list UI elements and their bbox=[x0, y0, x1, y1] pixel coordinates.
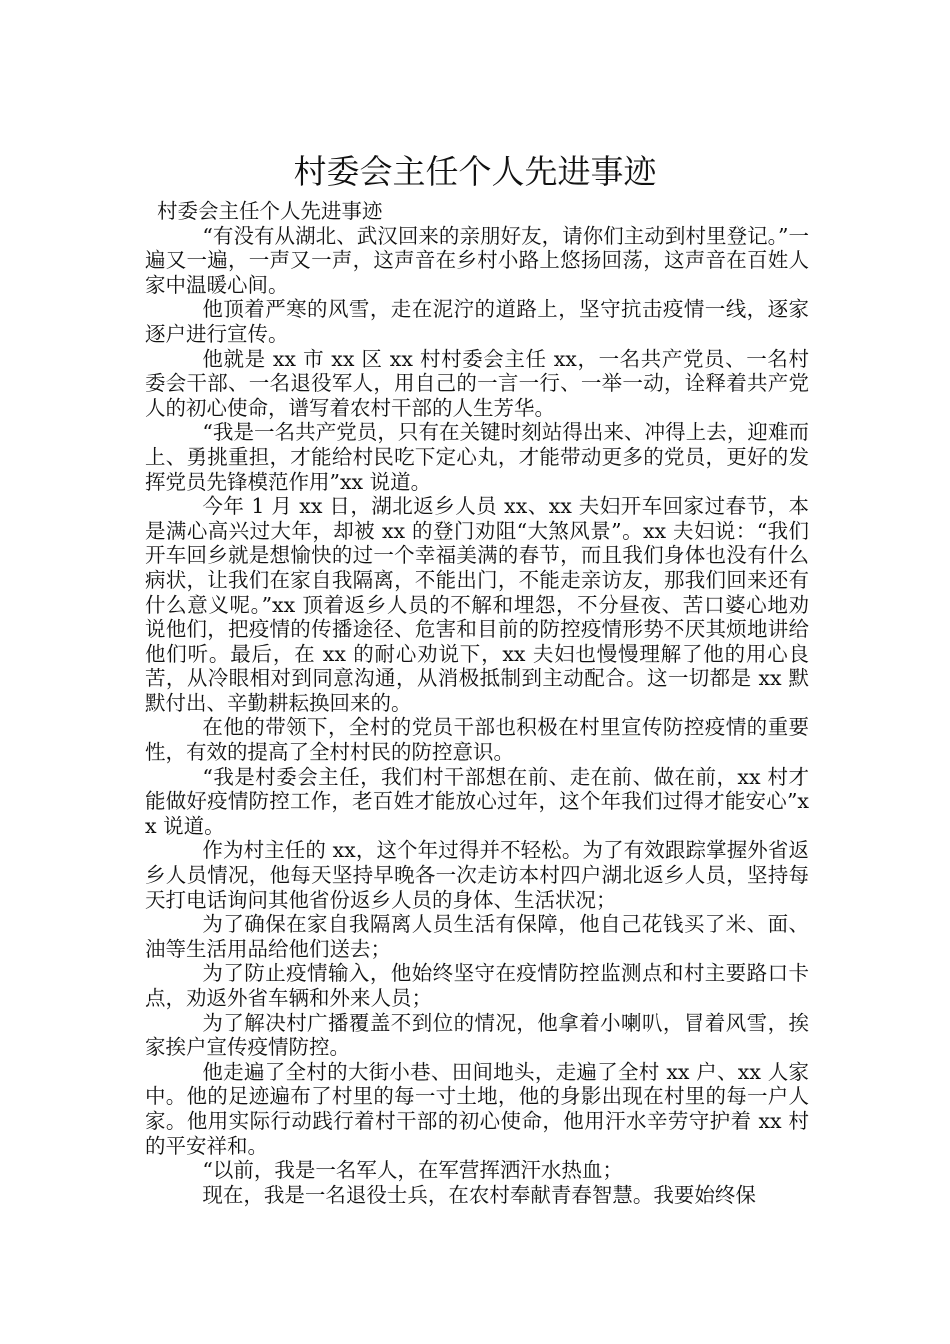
body-paragraph: 他顶着严寒的风雪，走在泥泞的道路上，坚守抗击疫情一线，逐家逐户进行宣传。 bbox=[145, 297, 809, 346]
body-paragraph: 为了确保在家自我隔离人员生活有保障，他自己花钱买了米、面、油等生活用品给他们送去； bbox=[145, 912, 809, 961]
body-paragraph: “我是一名共产党员，只有在关键时刻站得出来、冲得上去，迎难而上、勇挑重担，才能给村民吃下定心丸，才能带动更多的党员，更好的发挥党员先锋模范作用”xx 说道。 bbox=[145, 420, 809, 494]
body-paragraph: 为了解决村广播覆盖不到位的情况，他拿着小喇叭，冒着风雪，挨家挨户宣传疫情防控。 bbox=[145, 1010, 809, 1060]
body-paragraph: 在他的带领下，全村的党员干部也积极在村里宣传防控疫情的重要性，有效的提高了全村村民的防控意识。 bbox=[145, 715, 809, 765]
body-paragraph: “有没有从湖北、武汉回来的亲朋好友，请你们主动到村里登记。”一遍又一遍，一声又一声，这声音在乡村小路上悠扬回荡，这声音在百姓人家中温暖心间。 bbox=[145, 223, 809, 297]
body-paragraph: 他走遍了全村的大街小巷、田间地头，走遍了全村 xx 户、xx 人家中。他的足迹遍布了村里的每一寸土地，他的身影出现在村里的每一户人家。他用实际行动践行着村干部的初心使命，他用汗水辛劳守护着 xx 村的平安祥和。 bbox=[145, 1059, 809, 1158]
document-title: 村委会主任个人先进事迹 bbox=[293, 152, 657, 192]
body-paragraph: 作为村主任的 xx，这个年过得并不轻松。为了有效跟踪掌握外省返乡人员情况，他每天坚持早晚各一次走访本村四户湖北返乡人员，坚持每天打电话询问其他省份返乡人员的身体、生活状况； bbox=[145, 838, 809, 912]
body-paragraph: 为了防止疫情输入，他始终坚守在疫情防控监测点和村主要路口卡点，劝返外省车辆和外来人员； bbox=[145, 961, 809, 1010]
body-paragraph: 现在，我是一名退役士兵，在农村奉献青春智慧。我要始终保 bbox=[202, 1182, 756, 1207]
document-subtitle: 村委会主任个人先进事迹 bbox=[157, 199, 383, 223]
body-paragraph: “以前，我是一名军人，在军营挥洒汗水热血； bbox=[202, 1158, 623, 1183]
body-paragraph: 他就是 xx 市 xx 区 xx 村村委会主任 xx，一名共产党员、一名村委会干部、一名退役军人，用自己的一言一行、一举一动，诠释着共产党人的初心使命，谱写着农村干部的人生芳华。 bbox=[145, 346, 809, 420]
document-body bbox=[145, 199, 809, 1207]
body-paragraph: “我是村委会主任，我们村干部想在前、走在前、做在前，xx 村才能做好疫情防控工作，老百姓才能放心过年，这个年我们过得才能安心”xx 说道。 bbox=[145, 764, 809, 838]
body-paragraph: 今年 1 月 xx 日，湖北返乡人员 xx、xx 夫妇开车回家过春节，本是满心高兴过大年，却被 xx 的登门劝阻“大煞风景”。xx 夫妇说：“我们开车回乡就是想愉快的过一个幸福美满的春节，而且我们身体也没有什么病状，让我们在家自我隔离，不能出门，不能走亲访友，那我们回来还有什么意义呢。”xx 顶着返乡人员的不解和埋怨，不分昼夜、苦口婆心地劝说他们，把疫情的传播途径、危害和目前的防控疫情形势不厌其烦地讲给他们听。最后，在 xx 的耐心劝说下，xx 夫妇也慢慢理解了他的用心良苦，从冷眼相对到同意沟通，从消极抵制到主动配合。这一切都是 xx 默默付出、辛勤耕耘换回来的。 bbox=[145, 494, 809, 715]
